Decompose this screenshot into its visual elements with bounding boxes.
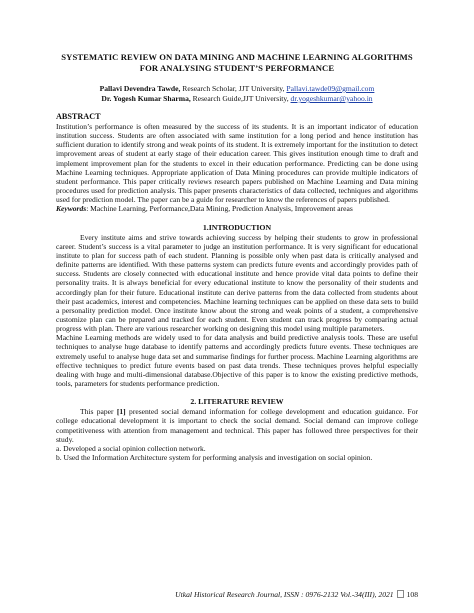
literature-item-b: b. Used the Information Architecture system for performing analysis and investigation on social opinion. (56, 453, 373, 462)
introduction-heading: 1.INTRODUCTION (202, 222, 272, 232)
title-line-2: FOR ANALYSING STUDENT’S PERFORMANCE (139, 63, 335, 73)
author-1-name: Pallavi Devendra Tawde, (99, 84, 181, 93)
journal-citation: Utkal Historical Research Journal, ISSN : 0976-2132 Vol.-34(III), 2021 (175, 590, 394, 599)
literature-item-a: a. Developed a social opinion collection network. (56, 443, 206, 453)
citation-ref-1: [1] (116, 407, 126, 417)
literature-text-after: presented social demand information for college development and education guidance. For college educational development it is important to check the social demand. Social demand can improve college competitiveness with attention from management and technical. This paper has followed three perspectives for their study. (56, 407, 418, 444)
author-2 (56, 94, 418, 104)
introduction-paragraph-1: Every institute aims and strive towards achieving success by helping their students to grow in professional career. Student’s success is a vital parameter to judge an institution performance. It is very significant for educational institute to plan for success path of each student. Planning is possible only when past data is critically analysed and definite patterns are identified. With these patterns system can predicts future events and accordingly provides path of success. Students are closely connected with educational institute and hence provide vital data points to define their personality traits. It is always beneficial for every educational institute to know the personality of their students and accordingly plan for their future. Educational institute can derive patterns from the data collected from students about their past academics, interest and competencies. Machine learning techniques can be applied on these data sets to build a personality prediction model. Once institute know about the strong and weak points of a student, a comprehensive customize plan can be prepared and tracked for each student. Even student can track progress by comparing actual progress with plan. There are various researcher working on designing this model using multiple parameters. (56, 232, 418, 334)
title-line-1: SYSTEMATIC REVIEW ON DATA MINING AND MACHINE LEARNING ALGORITHMS (61, 52, 413, 62)
author-2-name: Dr. Yogesh Kumar Sharma, (101, 94, 191, 103)
placeholder-box-icon (397, 590, 404, 598)
literature-paragraph-1 (56, 407, 418, 444)
paper-title (56, 52, 418, 74)
author-block (56, 84, 418, 104)
page-footer (56, 590, 418, 599)
page-number: 108 (406, 590, 418, 599)
abstract-heading: ABSTRACT (56, 112, 101, 121)
literature-text-before: This paper (80, 407, 117, 417)
keywords-list: : Machine Learning, Performance,Data Mining, Prediction Analysis, Improvement areas (86, 204, 353, 214)
keywords-label: Keywords (56, 204, 87, 214)
abstract-text: Institution’s performance is often measured by the success of its students. It is an important indicator of education institution success. Students are often associated with same institution for a long period and hence institution has sufficient duration to identify strong and weak points of its student. It is extremely important for the institution to detect improvement areas of student at early stage of their education career. This gives institution enough time to draft and implement improvement plan for the students to excel in their education performance. Predicting can be done using Machine Learning techniques. Appropriate application of Data Mining procedures can provide multiple indicators of student performance. This paper critically reviews research papers published on Machine Learning and Data mining procedures used for prediction analysis. This paper presents characteristics of data collected, techniques and algorithms used for prediction model. The paper can be a guide for researcher to know the references of papers published. (56, 122, 418, 205)
keywords-line (56, 204, 418, 213)
literature-heading: 2. LITERATURE REVIEW (190, 397, 284, 407)
author-1 (56, 84, 418, 94)
author-1-email-link[interactable]: Pallavi.tawde09@gmail.com (286, 84, 375, 93)
introduction-paragraph-2: Machine Learning methods are widely used to for data analysis and build predictive analysis tools. These are useful techniques to analyse huge database to identify patterns and accordingly predicts future events. These techniques are extremely useful to analyse huge data set and summarise findings for further process. Machine Learning algorithms are effective techniques to predict future events based on past data trends. These techniques proves helpful especially dealing with huge and multi-dimensional database.Objective of this paper is to know the existing predictive methods, tools, parameters for students performance prediction. (56, 333, 418, 389)
author-1-affiliation: Research Scholar, JJT University, (180, 84, 287, 93)
author-2-email-link[interactable]: dr.yogeshkumar@yahoo.in (290, 94, 373, 103)
author-2-affiliation: Research Guide,JJT University, (190, 94, 291, 103)
